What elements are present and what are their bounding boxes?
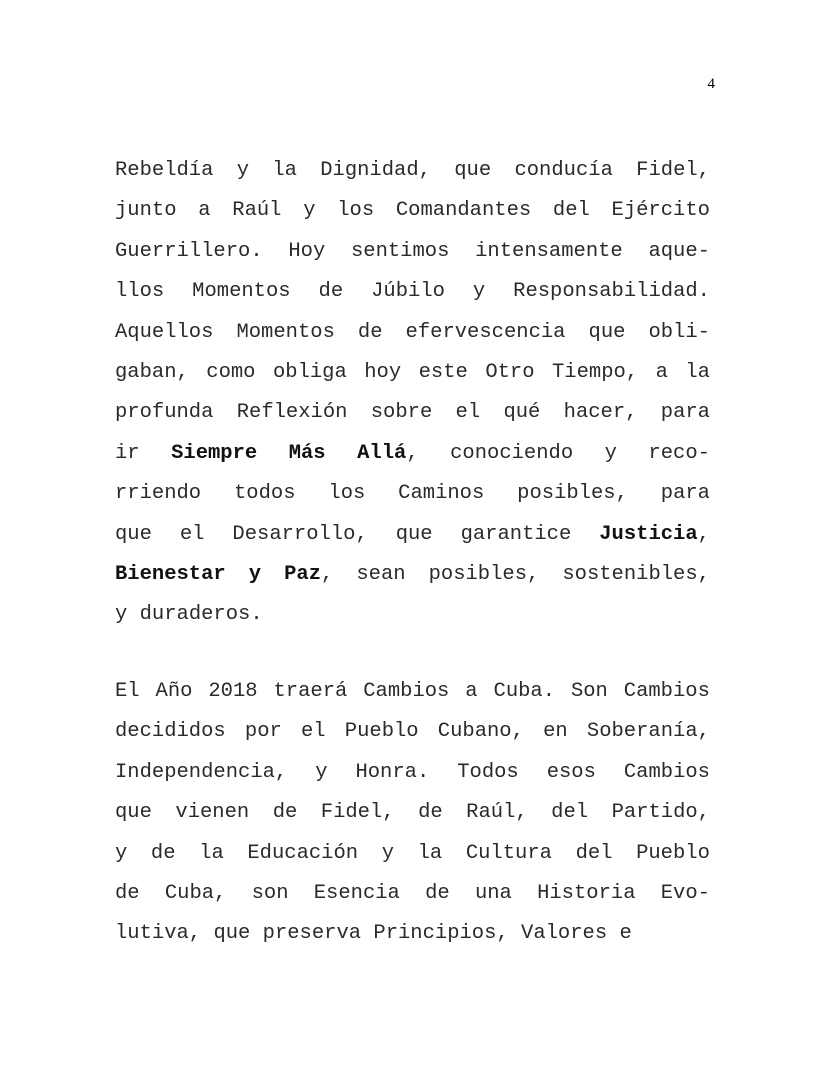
- text-word: Paz,: [284, 562, 334, 586]
- paragraph-2: [115, 672, 710, 955]
- text-word: y: [472, 280, 486, 304]
- text-word: Valores: [521, 922, 608, 946]
- text-word: de: [115, 881, 140, 905]
- text-word: garantice: [460, 522, 572, 546]
- text-word: traerá: [273, 680, 348, 703]
- text-word: hoy: [364, 360, 402, 384]
- text-word: la: [685, 360, 710, 384]
- text-word: y: [604, 441, 617, 465]
- bold-emphasis: Paz: [284, 562, 321, 586]
- text-word: efervescencia: [405, 320, 566, 344]
- text-word: son: [251, 881, 289, 905]
- bold-emphasis: y: [248, 562, 262, 586]
- text-word: Tiempo,: [552, 360, 639, 384]
- text-word: a: [655, 360, 668, 384]
- text-word: Honra.: [355, 760, 430, 784]
- text-word: esos: [546, 760, 596, 784]
- text-line: [115, 914, 710, 954]
- text-word: ir: [115, 441, 140, 465]
- text-word: Momentos: [236, 320, 335, 344]
- text-line: [115, 672, 710, 712]
- text-word: llos: [115, 280, 165, 304]
- text-word: obliga: [272, 360, 347, 384]
- text-word: sean: [356, 562, 406, 586]
- text-word: conducía: [514, 159, 613, 182]
- text-word: de: [272, 801, 298, 825]
- text-word: aque-: [648, 239, 710, 263]
- text-word: y: [236, 159, 250, 182]
- text-word: profunda: [115, 401, 214, 425]
- text-word: el: [455, 401, 481, 425]
- text-word: de: [318, 280, 344, 304]
- text-word: Raúl,: [466, 801, 528, 825]
- text-word: reco-: [648, 441, 710, 465]
- text-word: Son: [570, 680, 608, 703]
- bold-emphasis: Allá: [357, 441, 407, 465]
- text-word: los: [337, 199, 375, 223]
- text-word: y: [115, 841, 128, 865]
- text-word: que: [454, 159, 492, 182]
- text-line: [115, 515, 710, 555]
- text-line: [115, 595, 710, 635]
- text-word: posibles,: [428, 562, 540, 586]
- text-word: del: [552, 199, 590, 223]
- text-word: Cuba,: [164, 881, 227, 905]
- text-word: hacer,: [563, 401, 638, 425]
- text-word: Allá,: [357, 441, 419, 465]
- text-word: la: [199, 841, 224, 865]
- text-line: [115, 393, 710, 433]
- text-line: [115, 834, 710, 874]
- text-word: Desarrollo,: [232, 522, 368, 546]
- text-word: vienen: [175, 801, 250, 825]
- text-word: Fidel,: [320, 801, 395, 825]
- text-word: decididos: [115, 720, 226, 744]
- text-word: Otro: [485, 360, 535, 384]
- text-word: Júbilo: [371, 280, 445, 304]
- text-word: sentimos: [350, 239, 450, 263]
- text-word: Cambios: [623, 760, 710, 784]
- text-word: sobre: [370, 401, 433, 425]
- text-line: [115, 191, 710, 231]
- text-word: posibles,: [517, 482, 628, 506]
- text-word: Fidel,: [636, 159, 710, 182]
- text-word: a: [198, 199, 211, 223]
- text-word: obli-: [648, 320, 710, 344]
- text-word: [249, 555, 261, 595]
- text-word: a: [465, 680, 478, 703]
- text-word: Pueblo: [344, 720, 419, 744]
- text-word: Pueblo: [636, 841, 710, 865]
- text-word: como: [206, 360, 256, 384]
- text-word: que: [213, 922, 251, 946]
- text-word: de: [357, 320, 383, 344]
- text-word: conociendo: [450, 441, 574, 465]
- text-word: 2018: [208, 680, 258, 703]
- text-word: que: [115, 522, 152, 546]
- text-word: Dignidad,: [320, 159, 431, 182]
- text-word: de: [418, 801, 443, 825]
- text-word: Rebeldía: [115, 159, 214, 182]
- text-word: [171, 434, 257, 474]
- text-word: Educación: [247, 841, 359, 865]
- bold-emphasis: Siempre: [171, 441, 258, 465]
- text-word: de: [425, 881, 450, 905]
- text-word: Raúl: [232, 199, 282, 223]
- bold-emphasis: Justicia: [599, 522, 698, 546]
- text-word: gaban,: [115, 360, 189, 384]
- text-word: por: [244, 720, 282, 744]
- text-word: rriendo: [115, 482, 202, 506]
- text-word: Ejército: [611, 199, 710, 223]
- text-word: para: [660, 401, 710, 425]
- text-word: [289, 434, 326, 474]
- text-line: [115, 753, 710, 793]
- text-word: Todos: [457, 760, 519, 784]
- text-word: Cambios: [363, 680, 450, 703]
- text-word: el: [179, 522, 205, 546]
- text-word: El: [115, 680, 140, 703]
- text-line: [115, 272, 710, 312]
- text-word: Comandantes: [395, 199, 532, 223]
- text-word: Reflexión: [236, 401, 348, 425]
- text-word: que: [115, 801, 152, 825]
- text-word: este: [418, 360, 468, 384]
- bold-emphasis: Bienestar: [115, 562, 226, 586]
- text-word: los: [328, 482, 366, 506]
- text-word: Hoy: [288, 239, 326, 263]
- text-word: e: [619, 922, 632, 946]
- text-word: Principios,: [373, 922, 509, 946]
- text-word: Aquellos: [115, 320, 214, 344]
- text-word: la: [417, 841, 443, 865]
- text-line: [115, 232, 710, 272]
- text-line: [115, 474, 710, 514]
- text-word: lutiva,: [115, 922, 202, 946]
- text-word: intensamente: [475, 239, 623, 263]
- text-word: del: [551, 801, 589, 825]
- text-word: Año: [155, 680, 193, 703]
- text-word: Cubano,: [437, 720, 524, 744]
- text-line: [115, 353, 710, 393]
- text-word: Historia: [537, 881, 636, 905]
- text-word: Guerrillero.: [115, 239, 263, 263]
- page-number: 4: [707, 76, 715, 92]
- text-line: [115, 712, 710, 752]
- text-word: Caminos: [398, 482, 485, 506]
- text-word: preserva: [262, 922, 362, 946]
- text-word: Soberanía,: [586, 720, 710, 744]
- text-word: que: [588, 320, 626, 344]
- text-word: Momentos: [192, 280, 291, 304]
- text-word: y: [115, 603, 128, 627]
- text-line: [115, 313, 710, 353]
- text-word: duraderos.: [139, 603, 263, 627]
- text-line: [115, 151, 710, 191]
- text-word: [115, 555, 226, 595]
- text-word: todos: [234, 482, 296, 506]
- text-word: y: [303, 199, 316, 223]
- text-word: Cambios: [623, 680, 710, 703]
- bold-emphasis: Más: [288, 441, 326, 465]
- text-word: Evo-: [660, 881, 710, 905]
- text-word: sostenibles,: [562, 562, 710, 586]
- text-word: Cuba.: [493, 680, 556, 703]
- text-word: una: [474, 881, 512, 905]
- text-word: Justicia,: [599, 522, 710, 546]
- text-word: del: [575, 841, 613, 865]
- text-line: [115, 874, 710, 914]
- text-word: Cultura: [465, 841, 552, 865]
- text-word: la: [272, 159, 297, 182]
- text-word: en: [543, 720, 568, 744]
- text-word: para: [660, 482, 710, 506]
- text-line: [115, 793, 710, 833]
- paragraph-1: [115, 151, 710, 636]
- text-word: que: [395, 522, 433, 546]
- text-word: Partido,: [611, 801, 710, 825]
- text-word: junto: [115, 199, 177, 223]
- text-word: y: [381, 841, 394, 865]
- text-word: de: [150, 841, 176, 865]
- text-word: Responsabilidad.: [513, 280, 710, 304]
- text-word: el: [301, 720, 326, 744]
- text-word: y: [315, 760, 328, 784]
- text-line: [115, 434, 710, 474]
- text-word: Independencia,: [115, 760, 288, 784]
- text-line: [115, 555, 710, 595]
- text-word: Esencia: [313, 881, 400, 905]
- text-word: qué: [503, 401, 541, 425]
